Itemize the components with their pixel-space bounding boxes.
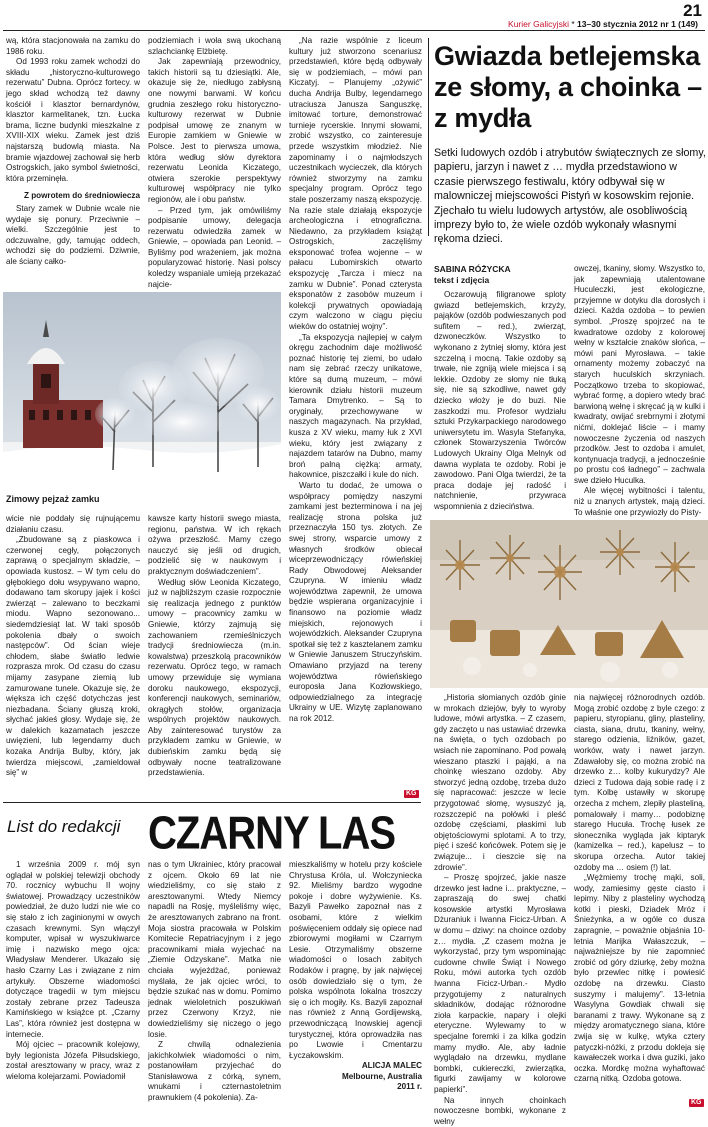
castle-col1-bottom	[6, 514, 140, 794]
masthead-issue: 13–30 stycznia 2012 nr 1 (149)	[577, 19, 698, 29]
paragraph: „Ta ekspozycja najlepiej w całym okręgu zachodnim daje możliwość poznać historię tej ziemi, bo udało nam się zebrać rzeczy unikatowe, które są dumą muzeum, – mówi kierownik działu historii muzeum Tamara Dmytrenko. – Są to oryginały, przechowywane w naszych magazynach. Na przykład, kusza z XV wieku, mamy łuk z XVI wieku, który jest związany z najazdem tatarów na Dubno, mamy broń palną ciężką: armaty, hakownice, piszczałki i kule do nich.	[289, 332, 422, 480]
feature-colB	[574, 264, 705, 518]
paragraph: Z chwilą odnalezienia jakichkolwiek wiadomości o nim, postanowiłam przyjechać do Stanisławowa z córką, synem, wnukami i czternastoletnim prawnukiem (4 pokolenia). Za-	[148, 1040, 281, 1103]
paragraph: Oczarowują filigranowe sploty gwiazd betlejemskich, krzyży, pająków (ozdób podwieszanych pod sufitem – red.), zwierząt, dzwoneczków. Wszystko to wykonano z żytniej słomy, która jest szczelną i mocną. Takie ozdoby są trwałe, nie zgniją wiele miejsca i są lekkie. Ozdoby ze słomy nie tłuką się, nie są szkodliwe, nawet gdy dziecko włoży je do buzi. Nie zaszkodzi mu. Profesor wydziału sztuki Przykarpackiego narodowego uniwersytetu im. Wasyla Stefanyka, członek Stowarzyszenia Twórców Ludowych Ukrainy Olga Melnyk od dawna wyplata te ozdoby. Robi je zawodowo. Pani Olga twierdzi, że ta praca dodaje jej radość i natchnienie, przywraca wspomnienia z dzieciństwa.	[434, 290, 566, 511]
byline-name: SABINA RÓŻYCKA	[434, 264, 511, 274]
masthead-separator: *	[571, 19, 575, 29]
paragraph: – Proszę spojrzeć, jakie nasze drzewko jest ładne i... praktyczne, – zapraszają do swej chatki kosowskie artystki Myrosława Dżuraniuk i Iwanna Ficicz-Urban. A w domu – dziwy: na choince ozdoby z… mydła. „Z czasem można je wykorzystać, przy tym wspominając cudowne chwile Świąt i Nowego Roku, mówi autorka tych ozdób Iwanna Ficicz-Urban.- Mydło przygotujemy z naturalnych składników, dodając różnorodne zioła karpackie, napary i olejki eteryczne. Wylewamy to w specjalne foremki i za kilka godzin mamy mydło. Ale, aby ładnie wyglądało na drzewku, mydlane bombki, cukiereczki, zwierzątka, figurki zawijamy w kolorowe papierki”.	[434, 873, 566, 1094]
paragraph: nas o tym Ukrainiec, który pracował z ojcem. Około 69 lat nie wiedzieliśmy, co się stało z aresztowanymi. Wtedy Niemcy napadli na Rosję, myśleliśmy więc, że aresztowanych zabrano na front. Moja siostra pracowała w Polskim Komitecie Repatriacyjnym i z jego pracownikami miała wyjechać na „Ziemie Odzyskane”. Matka nie chciała wyjeżdżać, ponieważ myślała, że jak ojciec wróci, to będzie szukać nas w domu. Pomimo jednak wieloletnich poszukiwań przez Czerwony Krzyż, nie dowiedzieliśmy się niczego o jego losie.	[148, 860, 281, 1039]
feature-colD	[574, 693, 705, 1084]
paragraph: „Wężmiemy trochę mąki, soli, wody, zamiesimy gęste ciasto i lepimy. Niby z plasteliny wychodzą kotki i pieski, Dziadek Mróz i Śnieżynka, a w ogóle co dusza zapragnie, – poważnie objaśnia 10-letnia Marijka Wałaszczuk, – najważniejsze by nie zapomnieć zrobić od góry dziurkę, żeby można było przewlec nitkę i powiesić ozdobę na drzewku. Ciasto suszymy i malujemy”. 13-letnia Wasylyna Gowdiak chwali się baranami z trawy. Wykonane są z między aromatycznego siana, które zwija się w kulkę, wtyka cztery patyczki-nóżki, z przodu dokleja się kawałeczek worka i dwa guziki, jako oczka. Mordkę można wyhaftować czarną nitką. Ozdoba gotowa.	[574, 873, 705, 1084]
castle-winter-photo	[3, 292, 281, 502]
paragraph: mieszkaliśmy w hotelu przy kościele Chrystusa Króla, ul. Wołczyniecka 92. Mieliśmy bardzo wygodne pokoje i dobre wyżywienie. Ks. Bazyli Pawełko zapoznał nas z osobami, które z wielkim poświęceniem oddały się opiece nad zbiorowymi mogiłami w Czarnym Lesie. Otrzymaliśmy obszerne wiadomości o losach zabitych Rodaków i pragnę, by jak najwięcej osób dowiedziało się o tym, że polska wspólnota lokalna troszczy się o ich mogiły. Ks. Bazyli zapoznał nas również z Anną Gordijewską, przewodniczącą Inowskiej agencji turystycznej, która oprowadziła nas po Lwowie i Cmentarzu Łyczakowskim.	[289, 860, 422, 1060]
straw-ornaments-image	[430, 520, 708, 688]
paragraph: „Zbudowane są z piaskowca i czerwonej cegły, połączonych zaprawą o specjalnym składzie, – opowiada kustosz. – W tym celu do głębokiego dołu wsypywano wapno, dodawano tam skorupy jajek i kości zwierząt – zalewano to beczkami miodu. Wapno sezonowano... siedemdziesiąt lat. W taki sposób pokolenia dbały o swoich następców”. Od ścian wieje chłodem, słabe światło ledwie rozprasza mrok. Od czasu do czasu mijamy zasypane ziemią lub zamurowane tunele. Okazuje się, że większa ich część dotychczas jest niezbadana. Ściany głuszą kroki, słychać jakieś głosy. Wydaje się, że w dalekich kazamatach jeszcze uwięzieni, lub legendarny duch kozaka Andrija Bulby, który, jak twierdza miejscowi, „zamieldował się” w	[6, 535, 140, 778]
paragraph: Ale więcej wybitności i talentu, niż u znanych artystek, mają dzieci. To właśnie one przywiozły do Pisty-	[574, 486, 705, 517]
castle-photo-caption: Zimowy pejzaż zamku	[6, 494, 100, 504]
paragraph: Od 1993 roku zamek wchodzi do składu „historyczno-kulturowego rezerwatu” Dubna. Oprócz fortecy. w jego skład wchodzą też dawny kościół i klasztor bernardynów, klasztor karmelitanek, tzn. Łucka brama, liczne budynki mieszkalne z XVIII-XIX wieku. Zamek jest dziś najstarszą budowlą miasta. Na bramie wjazdowej zachował się herb Ostrogskich, jako symbol świetności, która przeminęła.	[6, 57, 140, 183]
letters-col3	[289, 860, 422, 1102]
paragraph: nia najwięcej różnorodnych ozdób. Mogą zrobić ozdobę z byle czego: z papieru, styropianu, gliny, plasteliny, ciasta, siana, drutu, tkaniny, wełny, starego odzienia, liźników, gazet, worków, waty i nawet jarzyn. Zdawałoby się, co można zrobić na drzewko z… kolby kukurydzy? Ale dzieci z Tudowa dają sobie radę i z tym. Kolbę ustawiły w skorupę orzecha z mchem, zlepiły plasteliną, pomalowały i mamy… podobiznę starego Hucuła. Trochę łusek ze słonecznika wygląda jak kiptaryk (kamizelka – red.), kapelusz – to skorupa orzecha. Autor takiej ozdoby ma … osiem (!) lat.	[574, 693, 705, 872]
paragraph: Mój ojciec – pracownik kolejowy, były legionista Józefa Piłsudskiego, został aresztowany w pracy, wraz z wieloma kolejarzami. Powiadomił	[6, 1040, 140, 1081]
paragraph: Na innych choinkach nowoczesne bombki, wykonane z wełny	[434, 1095, 566, 1126]
letters-col1	[6, 860, 140, 1102]
paragraph: Według słów Leonida Kiczatego, już w najbliższym czasie rozpocznie się realizacja jednego z punktów umowy – pracownicy zamku w Gniewie, którzy zajmują się zachowaniem rzemieślniczych tradycji średniowiecza (m.in. kowalstwa) przeszkolą pracowników rezerwatu. Oprócz tego, w ramach umowy przewiduje się wymiana doroku naukowego, ekspozycji, konferencji naukowych, seminariów, okrągłych stołów, organizacja wspólnych projektów naukowych. Aby zainteresować turystów za przykładem zamku w Gniewie, w dubieńskim zamku będą się odbywały nocne teatralizowane przedstawienia.	[148, 577, 281, 778]
feature-title: Gwiazda betlejemska ze słomy, a choinka – z mydła	[434, 41, 702, 133]
kg-badge-label: KG	[406, 790, 417, 797]
paragraph: wicie nie poddały się rujnującemu działaniu czasu.	[6, 514, 140, 534]
letters-headline: CZARNY LAS	[148, 808, 396, 859]
paragraph: kawsze karty historii swego miasta, regionu, państwa. W ich rękach ożywa przeszłość. Mamy czego nauczyć się jeśli od drugich, podzielić się w naukowym i praktycznym doświadczeniem”.	[148, 514, 281, 576]
kg-badge-label: KG	[691, 1099, 702, 1106]
straw-ornaments-photo	[430, 520, 708, 688]
page-number: 21	[683, 1, 702, 20]
castle-col1-top	[6, 36, 140, 289]
paragraph: owczej, tkaniny, słomy. Wszystko to, jak zapewniają utalentowane Huculeczki, jest ekologiczne, przyjemne w dotyku dla dorosłych i dzieci. Każda ozdoba – to pewien symbol. „Proszę spojrzeć na te kwadratowe ozdoby z kolorowej wełny w kształcie znaków słońca, – mówi pani Myrosława. – takie ornamenty możemy zobaczyć na starych huculskich skrzyniach. Początkowo trzeba to skopiować, wybrać formę, a dopiero wtedy brać barwioną wełnę i skręcać ją w kulki i kwadraty, owijać srebrnymi i złotymi nićmi, doklejać liście – i mamy nowoczesne życzenia od naszych przodków. Jest to ozdoba i amulet, kontynuacja tradycji, a jednocześnie po prostu coś ładnego” – zachwala swe dzieło Huculka.	[574, 264, 705, 485]
masthead	[508, 19, 698, 29]
letters-section-label: List do redakcji	[7, 817, 121, 836]
kg-badge	[404, 782, 419, 800]
paragraph: Warto tu dodać, że umowa o współpracy pomiędzy naszymi zamkami jest bezterminowa i na jej realizację strona polska już przeznaczyła 150 tys. złotych. Ze swej strony, wsparcie umowy z własnych środków obiecał wiceprzewodniczący rówieńskiej Rady Obwodowej Aleksander Czupryna. W imieniu władz województwa zapewnił, że umowa będzie wspierana organizacyjnie i finansowo na poziomie władz miejskich, rejonowych i wojewódzkich. Aleksander Czupryna spotkał się też z kasztelanem zamku w Gniewie Januszem Struczyńskim. Omawiano przyjazd na tereny województwa rówieńskiego europosła Jana Kozłowskiego, odpowiedzialnego za integrację Ukrainy w UE. Wizytę zaplanowano na rok 2012.	[289, 480, 422, 723]
paragraph: „Na razie wspólnie z liceum kultury już stworzono scenariusz przedstawień, które będą odbywały się w podziemiach, – mówi pan Kiczatyj. – Planujemy „ożywić” ducha Andrija Bulby, legendarnego utraciusza Janusza Sanguszkę, imitować torture, demonstrować turnieje rycerskie. Innymi słowami, zrobić wszystko, co zainteresuje przede wszystkim młodzież. Nie zapominamy i o najmłodszych uczestnikach wycieczek, dla których również stworzymy na zamku specjalny program. Oprócz tego stale poszerzamy naszą ekspozycję. Na razie stale działają ekspozycje archeologiczna i etnograficzna. Niedawno, za przykładem książąt Ostrogskich, zaczęliśmy eksponować trofea wojenne – w pałacu Lubomirskich otwarto ekspozycję „Tarcza i miecz na zamku w Dubnie”. Ponad czterysta eksponatów z zasobów muzeum i kolekcji prywatnych opowiadają czym walczono w ciągu pięciu wieków do ostatniej wojny”.	[289, 36, 422, 332]
kg-badge	[689, 1091, 704, 1109]
paragraph: podziemiach i woła swą ukochaną szlachciankę Elżbietę.	[148, 36, 281, 56]
header-rule	[3, 30, 705, 31]
paragraph: „Historia słomianych ozdób ginie w mrokach dziejów, były to wyroby ludowe, mówi artystka. – Z czasem, gdy zaczęto u nas ustawiać drzewka na święta, o tych ozdobach po wsiach nie zapominano. Pod powałą wieszano ptaszki i pająki, a na choinkę wieszano ozdoby. Aby stworzyć jedną ozdobę, trzeba dużo się napracować: jeszcze w lecie przygotować słomę, wysuszyć ją, rozszczepić na połówki i pleść ozdobę częściami, płaskimi lub objętościowymi splotami. A to trzy, pięć i sześć końcówek. Potem się je związuje... i cieszcie się na zdrowie”.	[434, 693, 566, 872]
castle-subhead: Z powrotem do średniowiecza	[23, 191, 140, 201]
paragraph: 1 września 2009 r. mój syn oglądał w polskiej telewizji obchody 70. rocznicy wybuchu II wojny światowej. Prowadzący uczestników powiedział, że dużo ludzi nie wie co się stało z ich zaginionymi w owych czasach krewnymi. Syn włączył komputer, wpisał w wyszukiwarce imię i nazwisko mego ojca: Władysław Menderer. Ukazało się hasło Czarny Las i związane z nim artykuły. Obszerne wiadomości dotyczące tragedii w tym miejscu zostały zebrane przez Tadeusza Kamińskiego w książce pt. „Czarny Las”, która również jest dostępna w internecie.	[6, 860, 140, 1039]
letters-rule	[3, 802, 421, 803]
castle-col2-top	[148, 36, 281, 289]
feature-colA	[434, 290, 566, 518]
signature-name: ALICJA MALEC	[361, 1061, 422, 1071]
byline-role: tekst i zdjęcia	[434, 275, 490, 285]
castle-winter-image	[3, 292, 281, 502]
paragraph: Stary zamek w Dubnie wcale nie wydaje się ponury. Przeciwnie – wielki. Szczególnie jest to odczuwalne, gdy, tamując oddech, wchodzi się do podziemi. Dziwnie, ale ściany całko-	[6, 203, 140, 266]
paragraph: wą, która stacjonowała na zamku do 1986 roku.	[6, 36, 140, 56]
paragraph: – Przed tym, jak omówiliśmy podpisanie umowy, delegacja rezerwatu odwiedziła zamek w Gniewie, – opowiada pan Leonid. – Byliśmy pod wrażeniem, jak można popularyzować historię. Nasi polscy koledzy wspaniale umieją przekazać najcie-	[148, 205, 281, 289]
castle-col2-bottom	[148, 514, 281, 794]
feature-colC	[434, 693, 566, 1126]
letters-col2	[148, 860, 281, 1102]
castle-col3	[289, 36, 422, 780]
masthead-brand: Kurier Galicyjski	[508, 19, 569, 29]
signature-year: 2011 r.	[397, 1082, 422, 1092]
feature-byline	[434, 264, 511, 286]
signature-place: Melbourne, Australia	[341, 1071, 422, 1081]
paragraph: Jak zapewniają przewodnicy, takich historii są tu dziesiątki. Ale, okazuje się że, niedługo zabłysną one nowymi barwami. W końcu grudnia zeszłego roku historyczno-kulturowy rezerwat w Dubnie podpisał umowę ze znanym w Europie zamkiem w Gniewie w Polsce. Jest to pierwsza umowa, która według słów dyrektora rezerwatu Leonida Kiczatego, otwiera szerokie perspektywy kulturowej współpracy nie tylko regionów, ale i obu państw.	[148, 57, 281, 204]
feature-lead: Setki ludowych ozdób i atrybutów świątecznych ze słomy, papieru, jarzyn i nawet z … mydła przedstawiono w czasie pierwszego festiwalu, który odbywał się w malowniczej miejscowości Pistyń w kosowskim rejonie. Zjechało tu wielu ludowych artystów, ale osobliwością imprezy było to, że wiele ozdób wykonały własnymi rękoma dzieci.	[434, 147, 706, 246]
